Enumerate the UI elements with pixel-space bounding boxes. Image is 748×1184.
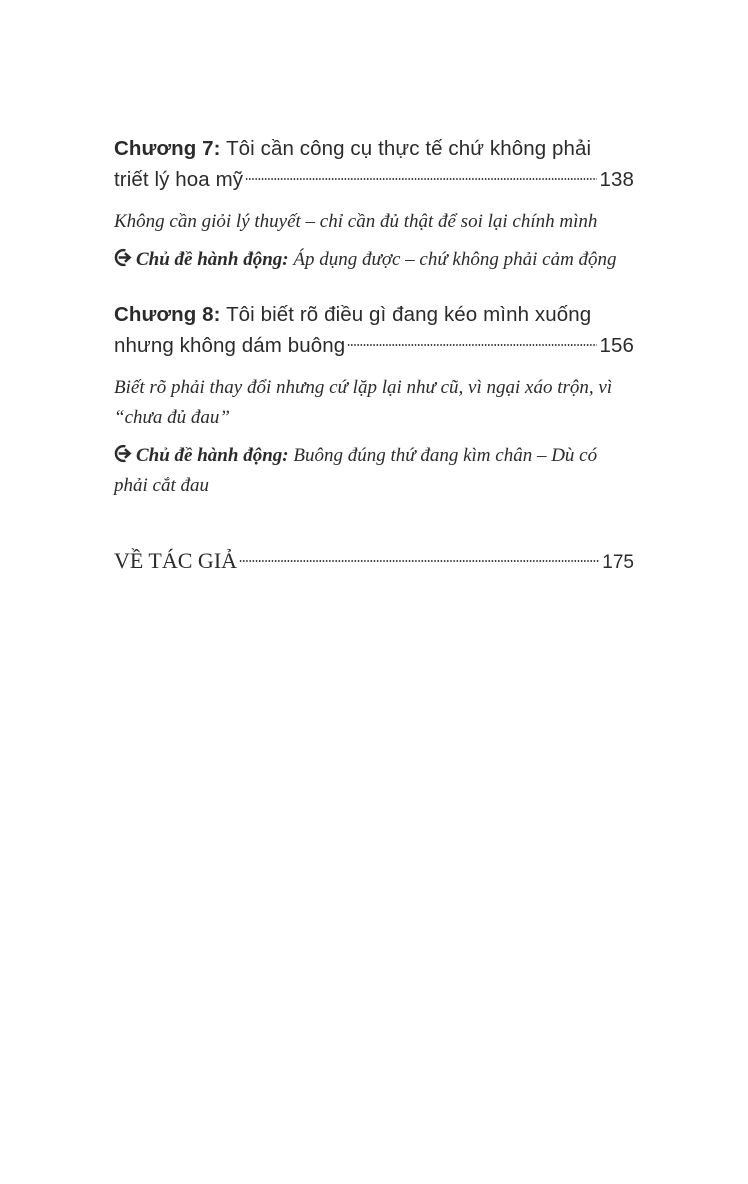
chapter-8-page-number: 156 <box>599 334 634 357</box>
dot-leader <box>347 342 597 348</box>
chapter-7-label: Chương 7: <box>114 137 221 160</box>
toc-entry-chapter-7[interactable] <box>114 133 634 195</box>
dot-leader <box>245 176 597 182</box>
author-label: VỀ TÁC GIẢ <box>114 548 238 573</box>
chapter-8-title-line2 <box>114 330 634 361</box>
toc-entry-author[interactable] <box>114 545 634 579</box>
chapter-8-title-text: Tôi biết rõ điều gì đang kéo mình xuống <box>226 303 592 326</box>
chapter-7-subtitle: Không cần giỏi lý thuyết – chỉ cần đủ thật để soi lại chính mình <box>114 211 598 232</box>
chapter-8-action <box>114 441 634 501</box>
chapter-8-title-text-2: nhưng không dám buông <box>114 334 346 357</box>
chapter-8-subtitle: Biết rõ phải thay đổi nhưng cứ lặp lại như cũ, vì ngại xáo trộn, vì “chưa đủ đau” <box>114 377 613 428</box>
chapter-7-action-text: Áp dụng được – chứ không phải cảm động <box>293 249 617 270</box>
chapter-8-label: Chương 8: <box>114 303 221 326</box>
chapter-7-title-text: Tôi cần công cụ thực tế chứ không phải <box>226 137 592 160</box>
dot-leader <box>239 558 600 564</box>
chapter-7-title-line2 <box>114 164 634 195</box>
chapter-7-page-number: 138 <box>599 168 634 191</box>
chapter-8-action-text: Buông đúng thứ đang kìm chân – Dù có phải cắt đau <box>114 445 598 496</box>
chapter-7-action <box>114 245 634 275</box>
toc-page <box>114 133 634 579</box>
chapter-7-action-label: Chủ đề hành động: <box>136 249 289 270</box>
chapter-8-title-line1 <box>114 299 634 330</box>
circled-right-arrow-icon <box>114 248 133 267</box>
author-page-number: 175 <box>602 552 634 573</box>
chapter-7-title-line1 <box>114 133 634 164</box>
chapter-8-action-label: Chủ đề hành động: <box>136 445 289 466</box>
toc-entry-chapter-8[interactable] <box>114 299 634 361</box>
circled-right-arrow-icon <box>114 444 133 463</box>
chapter-7-title-text-2: triết lý hoa mỹ <box>114 168 244 191</box>
